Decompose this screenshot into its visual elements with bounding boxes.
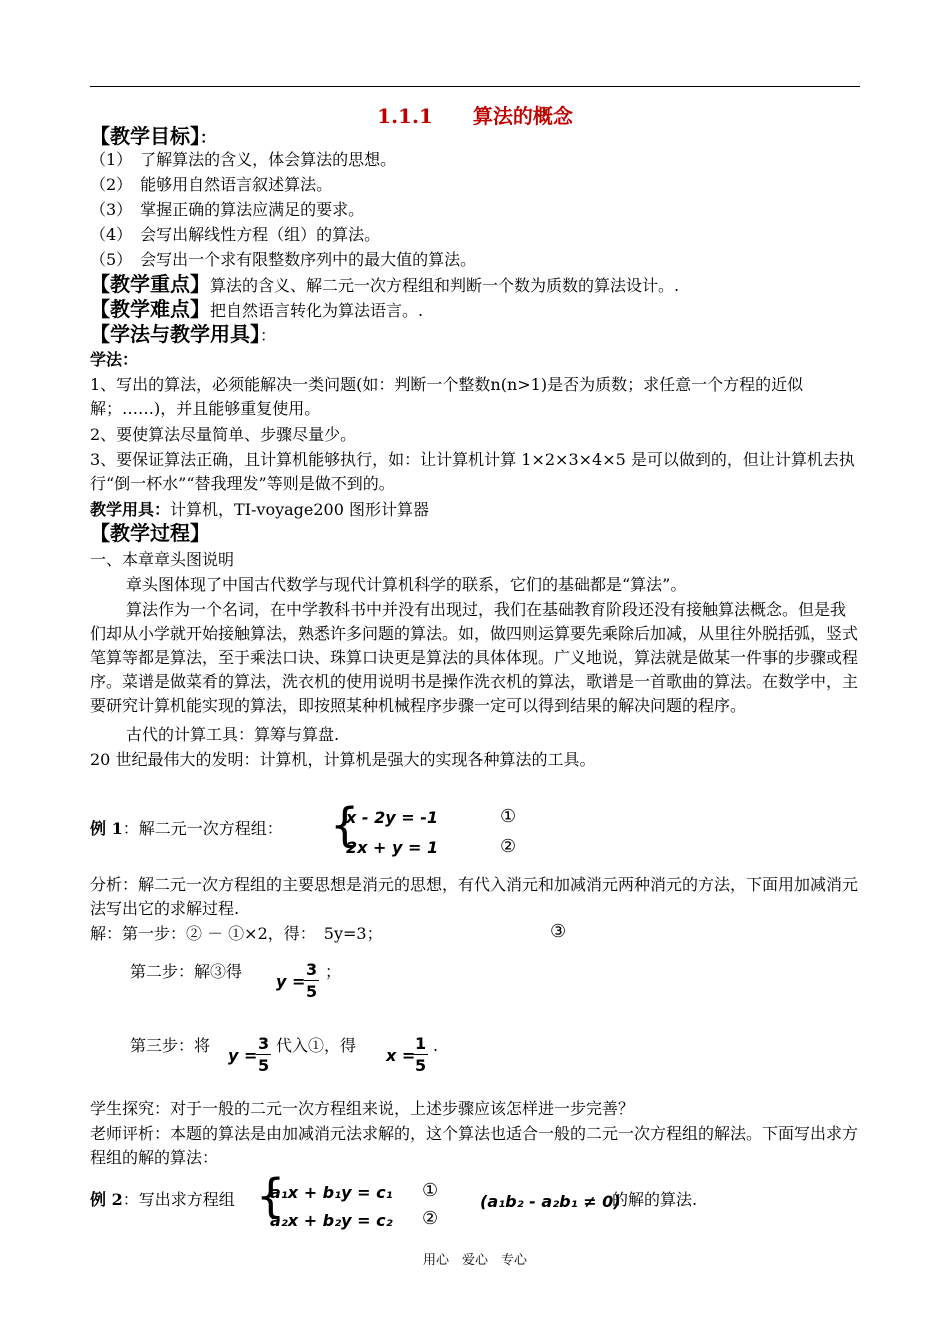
punctuation: ； — [325, 962, 342, 981]
equation-mark: ① — [422, 1180, 439, 1201]
solution-step: 第二步：解③得 — [130, 962, 243, 981]
method-item-2: 2、要使算法尽量简单、步骤尽量少。 — [90, 425, 357, 444]
condition: (a₁b₂ - a₂b₁ ≠ 0) — [480, 1192, 621, 1211]
analysis: 分析：解二元一次方程组的主要思想是消元的思想，有代入消元和加减消元两种消元的方法，下面用加减消元法写出它的求解过程. — [90, 875, 859, 918]
solution-step: 第三步：将 — [130, 1036, 211, 1055]
fraction: $\frac{3}{5}$ — [258, 1034, 270, 1075]
method-item-1: 1、写出的算法，必须能解决一类问题(如：判断一个整数n(n>1)是否为质数；求任意一个方程的近似解；……)，并且能够重复使用。 — [90, 375, 804, 418]
math-lhs: y = — [228, 1046, 258, 1065]
left-brace: { — [330, 798, 360, 852]
example1-label: 例 1：解二元一次方程组： — [90, 819, 283, 838]
left-brace: { — [256, 1169, 286, 1223]
goal-item: （4） 会写出解线性方程（组）的算法。 — [90, 225, 381, 244]
footer: 用心 爱心 专心 — [422, 1253, 527, 1268]
equation: x - 2y = -1 — [346, 808, 438, 827]
section-heading: 一、本章章头图说明 — [90, 550, 235, 569]
equation-mark: ② — [422, 1208, 439, 1229]
equation-mark: ② — [500, 836, 517, 857]
fraction: $\frac{3}{5}$ — [306, 960, 318, 1001]
goal-item: （3） 掌握正确的算法应满足的要求。 — [90, 200, 365, 219]
solution-step: 解：第一步：② － ①×2，得： 5y=3； — [90, 924, 383, 943]
student-explore: 学生探究：对于一般的二元一次方程组来说，上述步骤应该怎样进一步完善？ — [90, 1099, 635, 1118]
teacher-review: 老师评析：本题的算法是由加减消元法求解的，这个算法也适合一般的二元一次方程组的解法。下面写出求方程组的解的算法： — [90, 1124, 859, 1167]
equation-mark: ① — [500, 806, 517, 827]
punctuation: . — [433, 1036, 439, 1055]
method-heading: 【学法与教学用具】： — [90, 322, 277, 346]
process-heading: 【教学过程】 — [90, 521, 210, 545]
equation: a₂x + b₂y = c₂ — [270, 1211, 393, 1230]
paragraph: 章头图体现了中国古代数学与现代计算机科学的联系，它们的基础都是“算法”。 — [126, 575, 687, 594]
goal-item: （1） 了解算法的含义，体会算法的思想。 — [90, 150, 397, 169]
equation: a₁x + b₁y = c₁ — [270, 1183, 393, 1202]
paragraph: 算法作为一个名词，在中学教科书中并没有出现过，我们在基础教育阶段还没有接触算法概念。但是我们却从小学就开始接触算法，熟悉许多问题的算法。如，做四则运算要先乘除后加减，从里往外脱括弧，竖式笔算等都是算法，至于乘法口诀、珠算口诀更是算法的具体体现。广义地说，算法就是做某一件事的步骤或程序。菜谱是做菜肴的算法，洗衣机的使用说明书是操作洗衣机的算法，歌谱是一首歌曲的算法。在数学中，主要研究计算机能实现的算法，即按照某种机械程序步骤一定可以得到结果的解决问题的程序。 — [90, 600, 859, 715]
key-point: 【教学重点】算法的含义、解二元一次方程组和判断一个数为质数的算法设计。. — [90, 272, 680, 296]
page-title: 1.1.1 算法的概念 — [377, 104, 573, 128]
example2-label: 例 2：写出求方程组 — [90, 1190, 235, 1209]
paragraph: 古代的计算工具：算筹与算盘. — [126, 725, 340, 744]
step-mark: ③ — [550, 921, 567, 942]
difficulty: 【教学难点】把自然语言转化为算法语言。. — [90, 297, 424, 321]
tools-line: 教学用具：计算机，TI-voyage200 图形计算器 — [90, 500, 430, 519]
equation: 2x + y = 1 — [346, 838, 439, 857]
fraction: $\frac{1}{5}$ — [415, 1034, 427, 1075]
header-rule — [90, 86, 860, 87]
method-item-3: 3、要保证算法正确，且计算机能够执行，如：让计算机计算 1×2×3×4×5 是可以做到的，但让计算机去执行“倒一杯水”“替我理发”等则是做不到的。 — [90, 450, 855, 493]
goal-item: （2） 能够用自然语言叙述算法。 — [90, 175, 333, 194]
paragraph: 20 世纪最伟大的发明：计算机，计算机是强大的实现各种算法的工具。 — [90, 750, 596, 769]
solution-step: 代入①，得 — [276, 1036, 357, 1055]
goals-heading: 【教学目标】： — [90, 124, 217, 148]
goal-item: （5） 会写出一个求有限整数序列中的最大值的算法。 — [90, 250, 477, 269]
math-lhs: y = — [276, 972, 306, 991]
math-lhs: x = — [386, 1046, 416, 1065]
method-label: 学法： — [90, 350, 139, 369]
example2-tail: 的解的算法. — [612, 1190, 698, 1209]
